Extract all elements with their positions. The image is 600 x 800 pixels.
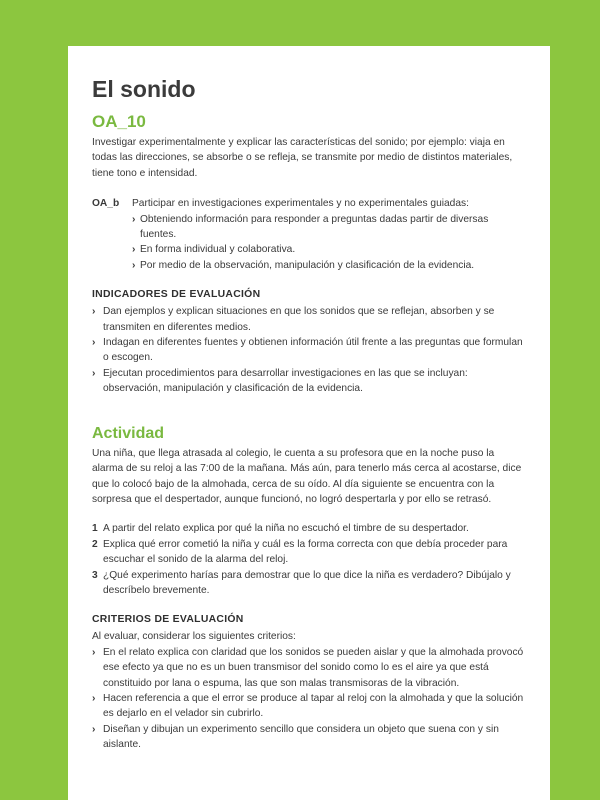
oab-code: OA_b <box>92 198 120 210</box>
oab-item: › Por medio de la observación, manipulación y clasificación de la evidencia. <box>132 258 524 273</box>
oab-item: › En forma individual y colaborativa. <box>132 242 524 257</box>
indicador-item: › Dan ejemplos y explican situaciones en que los sonidos que se reflejan, absorben y se transmiten en diferentes medios. <box>92 304 524 335</box>
criterios-heading: CRITERIOS DE EVALUACIÓN <box>92 614 244 626</box>
indicadores-heading: INDICADORES DE EVALUACIÓN <box>92 289 261 301</box>
page-sheet <box>68 46 550 800</box>
question-number: 3 <box>92 569 98 581</box>
questions-list <box>92 521 524 598</box>
question-number: 1 <box>92 523 98 535</box>
actividad-text: Una niña, que llega atrasada al colegio, le cuenta a su profesora que en la noche puso la alarma de su reloj a las 7:00 de la mañana. Más aún, para tenerlo más cerca al acostarse, dice que lo colocó bajo de la almohada, cerca de su oído. Al día siguiente se encuentra con la sorpresa que el despertador, aunque funcionó, no logró despertarla y por ello se retrasó. <box>92 447 522 505</box>
oab-item: › Obteniendo información para responder a preguntas dadas partir de diversas fuentes. <box>132 212 524 243</box>
criterio-item: › En el relato explica con claridad que los sonidos se pueden aislar y que la almohada provocó ese efecto ya que no es un buen transmisor del sonido como lo es el aire ya que está constituido por lana o espuma, las que son malas transmisoras de la vibración. <box>92 645 524 691</box>
oa-description: Investigar experimentalmente y explicar las características del sonido; por ejemplo: viaja en todas las direcciones, se absorbe o se refleja, se transmite por medio de distintos materiales, tiene tono e intensidad. <box>92 137 513 179</box>
question-text: ¿Qué experimento harías para demostrar que lo que dice la niña es verdadero? Dibújalo y descríbelo brevemente. <box>103 569 511 596</box>
oab-block <box>92 196 524 273</box>
page-title: El sonido <box>92 76 196 102</box>
oa-code: OA_10 <box>92 112 146 131</box>
oab-body <box>132 196 524 273</box>
criterio-item: › Hacen referencia a que el error se produce al tapar al reloj con la almohada y que la solución es dejarlo en el velador sin cubrirlo. <box>92 691 524 722</box>
indicador-item: › Indagan en diferentes fuentes y obtienen información útil frente a las preguntas que formulan o escogen. <box>92 335 524 366</box>
criterios-intro: Al evaluar, considerar los siguientes criterios: <box>92 631 296 643</box>
indicadores-list <box>92 304 524 396</box>
criterio-item: › Diseñan y dibujan un experimento sencillo que considera un objeto que suena con y sin aislante. <box>92 722 524 753</box>
content <box>92 76 524 753</box>
question-item <box>92 521 524 536</box>
criterios-list <box>92 645 524 753</box>
oab-list <box>132 212 524 274</box>
question-item <box>92 537 524 568</box>
question-text: Explica qué error cometió la niña y cuál es la forma correcta con que debía proceder para escuchar el sonido de la alarma del reloj. <box>103 538 508 566</box>
indicador-item: › Ejecutan procedimientos para desarrollar investigaciones en las que se incluyan: observación, manipulación y clasificación de la evidencia. <box>92 366 524 397</box>
actividad-heading: Actividad <box>92 424 165 442</box>
question-text: A partir del relato explica por qué la niña no escuchó el timbre de su despertador. <box>103 523 469 535</box>
question-number: 2 <box>92 538 98 550</box>
question-item <box>92 568 524 599</box>
oab-intro: Participar en investigaciones experimentales y no experimentales guiadas: <box>132 198 469 210</box>
